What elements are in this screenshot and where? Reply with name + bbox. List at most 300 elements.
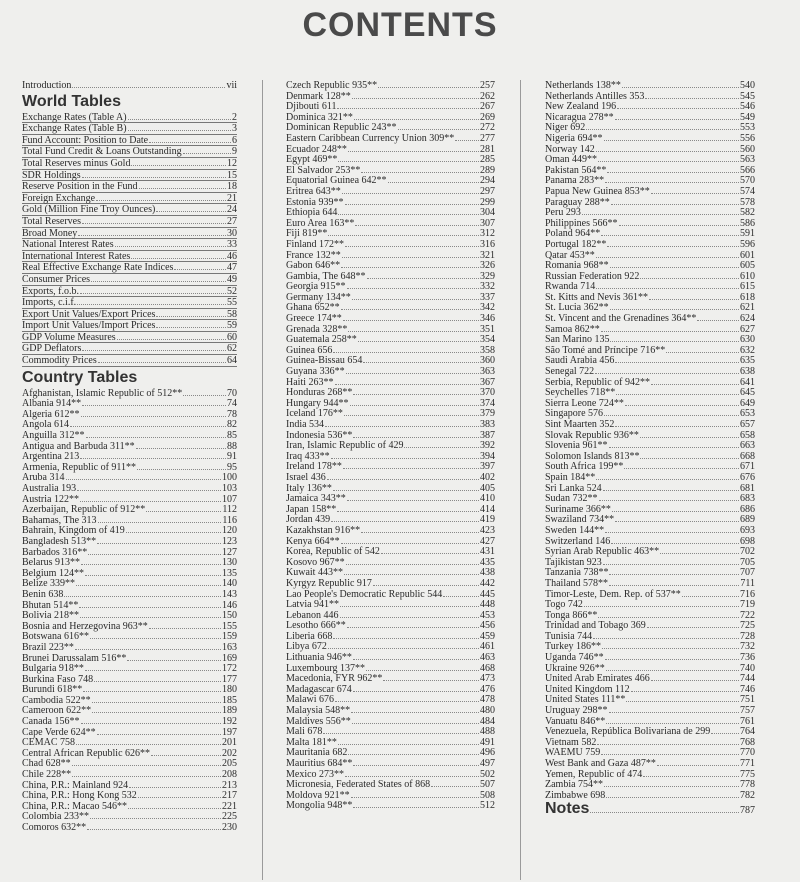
toc-entry[interactable] <box>286 483 495 494</box>
toc-entry[interactable] <box>22 216 237 228</box>
toc-entry[interactable] <box>545 525 755 536</box>
entry-label: Malaysia 548** <box>286 705 351 717</box>
dot-leader <box>331 451 479 459</box>
toc-entry[interactable] <box>286 737 495 748</box>
toc-entry[interactable] <box>22 170 237 182</box>
toc-entry[interactable] <box>22 716 237 727</box>
entry-label: China, P.R.: Macao 546** <box>22 800 127 812</box>
toc-entry[interactable] <box>545 599 755 610</box>
toc-entry[interactable] <box>286 663 495 674</box>
toc-entry[interactable] <box>545 673 755 684</box>
toc-entry[interactable] <box>286 239 495 250</box>
dot-leader <box>325 419 479 427</box>
toc-entry[interactable] <box>545 483 755 494</box>
toc-entry[interactable] <box>286 493 495 504</box>
toc-entry[interactable] <box>545 779 755 790</box>
toc-entry[interactable] <box>286 165 495 176</box>
toc-entry[interactable] <box>545 186 755 197</box>
entry-label: Niger 692 <box>545 122 586 134</box>
toc-entry[interactable] <box>22 525 237 536</box>
entry-label: Total Reserves minus Gold <box>22 157 131 169</box>
toc-entry[interactable] <box>545 345 755 356</box>
toc-entry[interactable] <box>22 769 237 780</box>
toc-entry[interactable] <box>545 705 755 716</box>
entry-label: Oman 449** <box>545 154 597 166</box>
dot-leader <box>404 440 479 448</box>
toc-entry[interactable] <box>545 536 755 547</box>
toc-entry[interactable] <box>286 218 495 229</box>
dot-leader <box>624 461 739 469</box>
toc-entry[interactable] <box>545 716 755 727</box>
entry-page: 277 <box>480 132 495 144</box>
toc-entry[interactable] <box>22 801 237 812</box>
toc-entry[interactable] <box>286 271 495 282</box>
entry-page: 683 <box>740 493 755 505</box>
toc-entry[interactable] <box>286 334 495 345</box>
toc-entry[interactable] <box>545 461 755 472</box>
toc-entry[interactable] <box>22 451 237 462</box>
toc-entry[interactable] <box>22 705 237 716</box>
entry-label: Finland 172** <box>286 238 345 250</box>
dot-leader <box>335 377 480 385</box>
entry-page: 297 <box>480 185 495 197</box>
entry-page: 686 <box>740 503 755 515</box>
toc-entry[interactable] <box>286 536 495 547</box>
entry-page: 478 <box>480 694 495 706</box>
toc-entry[interactable] <box>286 578 495 589</box>
entry-page: 18 <box>227 181 237 193</box>
toc-entry[interactable] <box>545 175 755 186</box>
entry-label: Antigua and Barbuda 311** <box>22 440 135 452</box>
toc-entry[interactable] <box>22 578 237 589</box>
toc-entry[interactable] <box>286 557 495 568</box>
toc-entry[interactable] <box>286 440 495 451</box>
toc-entry[interactable] <box>22 441 237 452</box>
toc-entry[interactable] <box>22 642 237 653</box>
toc-entry[interactable] <box>22 262 237 274</box>
entry-page: 615 <box>740 281 755 293</box>
entry-label: Thailand 578** <box>545 577 609 589</box>
entry-label: Lebanon 446 <box>286 609 339 621</box>
toc-entry[interactable] <box>545 250 755 261</box>
toc-entry[interactable] <box>545 610 755 621</box>
toc-entry[interactable] <box>545 747 755 758</box>
entry-page: 549 <box>740 111 755 123</box>
entry-page: 208 <box>222 769 237 781</box>
toc-entry[interactable] <box>286 122 495 133</box>
dot-leader <box>617 101 739 109</box>
dot-leader <box>640 271 739 279</box>
toc-entry[interactable] <box>286 80 495 91</box>
toc-entry[interactable] <box>22 674 237 685</box>
dot-leader <box>115 239 226 247</box>
toc-entry[interactable] <box>22 653 237 664</box>
column-divider <box>520 80 521 880</box>
toc-entry[interactable] <box>545 504 755 515</box>
toc-entry[interactable] <box>545 91 755 102</box>
toc-entry[interactable] <box>22 430 237 441</box>
toc-entry[interactable] <box>545 694 755 705</box>
entry-page: 392 <box>480 440 495 452</box>
entry-page: 566 <box>740 164 755 176</box>
toc-entry[interactable] <box>22 748 237 759</box>
toc-entry[interactable] <box>286 345 495 356</box>
toc-entry[interactable] <box>545 112 755 123</box>
dot-leader <box>323 726 479 734</box>
toc-entry[interactable] <box>22 332 237 344</box>
entry-label: United Arab Emirates 466 <box>545 673 650 685</box>
toc-entry[interactable] <box>545 546 755 557</box>
toc-entry[interactable] <box>545 122 755 133</box>
toc-entry[interactable] <box>22 780 237 791</box>
entry-label: Belgium 124** <box>22 567 84 579</box>
toc-entry[interactable] <box>286 101 495 112</box>
toc-entry[interactable] <box>286 769 495 780</box>
dot-leader <box>156 204 226 212</box>
toc-entry[interactable] <box>286 292 495 303</box>
entry-page: 116 <box>222 514 237 526</box>
entry-label: Gabon 646** <box>286 260 341 272</box>
dot-leader <box>85 663 221 671</box>
toc-entry[interactable] <box>545 408 755 419</box>
dot-leader <box>341 260 479 268</box>
toc-entry[interactable] <box>286 398 495 409</box>
dot-leader <box>341 302 479 310</box>
toc-entry[interactable] <box>545 281 755 292</box>
entry-page: 480 <box>480 705 495 717</box>
toc-entry[interactable] <box>545 398 755 409</box>
toc-entry[interactable] <box>545 578 755 589</box>
toc-entry[interactable] <box>286 91 495 102</box>
toc-entry[interactable] <box>286 197 495 208</box>
dot-leader <box>337 101 479 109</box>
toc-entry[interactable] <box>286 599 495 610</box>
toc-entry[interactable] <box>286 790 495 801</box>
entry-page: 360 <box>480 355 495 367</box>
entry-label: Import Unit Values/Import Prices <box>22 320 156 332</box>
dot-leader <box>358 334 479 342</box>
toc-entry[interactable] <box>22 695 237 706</box>
toc-entry[interactable] <box>545 302 755 313</box>
toc-entry[interactable] <box>22 204 237 216</box>
toc-entry[interactable] <box>22 228 237 240</box>
toc-entry[interactable] <box>22 557 237 568</box>
entry-page: 540 <box>740 80 755 91</box>
toc-entry[interactable] <box>545 589 755 600</box>
entry-label: SDR Holdings <box>22 169 81 181</box>
toc-entry[interactable] <box>22 811 237 822</box>
toc-entry[interactable] <box>286 387 495 398</box>
entry-label: Fund Account: Position to Date <box>22 134 149 146</box>
toc-entry[interactable] <box>286 514 495 525</box>
toc-entry[interactable] <box>22 135 237 147</box>
toc-entry[interactable] <box>22 663 237 674</box>
entry-page: 657 <box>740 419 755 430</box>
entry-label: Consumer Prices <box>22 273 91 285</box>
toc-entry[interactable] <box>286 631 495 642</box>
entry-label: Peru 293 <box>545 207 581 219</box>
toc-entry[interactable] <box>286 461 495 472</box>
entry-page: 159 <box>222 631 237 643</box>
toc-entry[interactable] <box>286 355 495 366</box>
entry-label: Djibouti 611 <box>286 101 337 113</box>
toc-entry[interactable] <box>22 568 237 579</box>
entry-label: Foreign Exchange <box>22 192 96 204</box>
toc-entry[interactable] <box>545 144 755 155</box>
entry-page: 435 <box>480 556 495 568</box>
toc-entry[interactable] <box>22 483 237 494</box>
toc-entry[interactable] <box>22 494 237 505</box>
toc-entry[interactable] <box>545 260 755 271</box>
entry-label: San Marino 135 <box>545 334 610 346</box>
entry-label: Sweden 144** <box>545 524 605 536</box>
toc-entry[interactable] <box>545 631 755 642</box>
toc-entry[interactable] <box>286 302 495 313</box>
entry-page: 638 <box>740 366 755 378</box>
toc-entry[interactable] <box>286 779 495 790</box>
entry-page: 744 <box>740 673 755 685</box>
toc-entry[interactable] <box>545 440 755 451</box>
toc-entry[interactable] <box>545 641 755 652</box>
dot-leader <box>603 557 739 565</box>
toc-entry[interactable] <box>545 451 755 462</box>
toc-entry[interactable] <box>22 158 237 170</box>
entry-label: Libya 672 <box>286 641 327 653</box>
toc-entry[interactable] <box>22 146 237 158</box>
section-heading-country-tables: Country Tables <box>22 368 138 386</box>
toc-entry[interactable] <box>22 398 237 409</box>
toc-entry[interactable] <box>286 673 495 684</box>
toc-entry[interactable] <box>545 758 755 769</box>
toc-entry[interactable] <box>22 684 237 695</box>
toc-entry[interactable] <box>22 123 237 135</box>
toc-entry[interactable] <box>286 324 495 335</box>
toc-entry[interactable] <box>545 419 755 430</box>
toc-entry[interactable] <box>545 377 755 388</box>
toc-entry[interactable] <box>545 334 755 345</box>
toc-entry[interactable] <box>286 112 495 123</box>
entry-page: 354 <box>480 334 495 346</box>
entry-label: Seychelles 718** <box>545 387 616 399</box>
entry-label: West Bank and Gaza 487** <box>545 758 656 769</box>
toc-entry[interactable] <box>545 218 755 229</box>
toc-entry[interactable] <box>286 186 495 197</box>
dot-leader <box>640 451 739 459</box>
toc-entry[interactable] <box>545 133 755 144</box>
toc-entry[interactable] <box>286 525 495 536</box>
toc-entry[interactable] <box>22 536 237 547</box>
toc-entry[interactable] <box>286 620 495 631</box>
dot-leader <box>605 175 739 183</box>
toc-entry[interactable] <box>22 822 237 833</box>
toc-entry[interactable] <box>545 228 755 239</box>
entry-label: Dominican Republic 243** <box>286 122 397 134</box>
toc-entry[interactable] <box>286 250 495 261</box>
toc-entry[interactable] <box>545 366 755 377</box>
toc-entry[interactable] <box>22 388 237 399</box>
toc-entry[interactable] <box>545 514 755 525</box>
dot-leader <box>610 334 739 342</box>
toc-entry[interactable] <box>286 207 495 218</box>
dot-leader <box>76 578 221 586</box>
entry-page: 202 <box>222 747 237 759</box>
toc-entry[interactable] <box>286 313 495 324</box>
entry-label: International Interest Rates <box>22 250 131 262</box>
entry-page: 221 <box>222 800 237 812</box>
toc-entry[interactable] <box>545 790 755 801</box>
dot-leader <box>605 525 739 533</box>
dot-leader <box>156 309 226 317</box>
toc-entry[interactable] <box>286 144 495 155</box>
toc-entry[interactable] <box>22 274 237 286</box>
toc-entry[interactable] <box>286 747 495 758</box>
dot-leader <box>443 589 479 597</box>
toc-entry[interactable] <box>286 800 495 811</box>
dot-leader <box>604 133 740 141</box>
toc-entry[interactable] <box>545 292 755 303</box>
toc-entry[interactable] <box>286 641 495 652</box>
toc-entry[interactable] <box>22 181 237 193</box>
toc-entry[interactable] <box>22 758 237 769</box>
toc-entry[interactable] <box>286 366 495 377</box>
toc-entry[interactable] <box>545 493 755 504</box>
entry-page: 33 <box>227 239 237 251</box>
toc-entry[interactable] <box>22 504 237 515</box>
toc-entry[interactable] <box>22 193 237 205</box>
toc-entry[interactable] <box>22 727 237 738</box>
toc-entry[interactable] <box>22 286 237 298</box>
toc-entry[interactable] <box>286 228 495 239</box>
toc-entry[interactable] <box>286 758 495 769</box>
toc-entry[interactable] <box>286 175 495 186</box>
toc-entry[interactable] <box>22 409 237 420</box>
entry-page: 387 <box>480 429 495 441</box>
toc-entry[interactable] <box>286 546 495 557</box>
toc-entry[interactable] <box>545 154 755 165</box>
toc-entry[interactable] <box>286 408 495 419</box>
toc-entry[interactable] <box>545 101 755 112</box>
toc-entry[interactable] <box>286 154 495 165</box>
toc-entry[interactable] <box>22 737 237 748</box>
dot-leader <box>366 663 479 671</box>
toc-entry[interactable] <box>286 567 495 578</box>
toc-entry[interactable] <box>22 515 237 526</box>
dot-leader <box>625 398 739 406</box>
dot-leader <box>174 262 226 270</box>
toc-entry[interactable] <box>545 684 755 695</box>
toc-entry[interactable] <box>22 610 237 621</box>
entry-page: 123 <box>222 535 237 547</box>
toc-entry[interactable] <box>22 320 237 332</box>
toc-entry[interactable] <box>545 207 755 218</box>
entry-page: 658 <box>740 429 755 441</box>
toc-entry[interactable] <box>545 652 755 663</box>
toc-entry[interactable] <box>22 112 237 124</box>
dot-leader <box>610 260 739 268</box>
entry-page: 621 <box>740 302 755 314</box>
toc-entry[interactable] <box>286 694 495 705</box>
entry-page: 775 <box>740 768 755 780</box>
toc-entry-introduction[interactable] <box>22 80 237 91</box>
toc-entry[interactable] <box>22 790 237 801</box>
toc-entry[interactable] <box>286 705 495 716</box>
toc-entry[interactable] <box>22 297 237 309</box>
toc-entry[interactable] <box>545 165 755 176</box>
toc-entry[interactable] <box>286 684 495 695</box>
toc-entry[interactable] <box>22 419 237 430</box>
toc-entry[interactable] <box>22 631 237 642</box>
toc-entry[interactable] <box>545 769 755 780</box>
toc-entry[interactable] <box>545 726 755 737</box>
toc-entry[interactable] <box>286 652 495 663</box>
toc-entry[interactable] <box>286 504 495 515</box>
toc-entry[interactable] <box>286 133 495 144</box>
toc-entry[interactable] <box>22 600 237 611</box>
toc-entry[interactable] <box>286 451 495 462</box>
toc-entry[interactable] <box>545 324 755 335</box>
toc-entry[interactable] <box>286 419 495 430</box>
toc-entry[interactable] <box>545 197 755 208</box>
toc-entry[interactable] <box>545 430 755 441</box>
toc-entry[interactable] <box>545 663 755 674</box>
toc-entry[interactable] <box>286 716 495 727</box>
toc-entry[interactable] <box>545 80 755 91</box>
toc-entry[interactable] <box>545 271 755 282</box>
toc-entry[interactable] <box>22 547 237 558</box>
toc-entry[interactable] <box>545 355 755 366</box>
toc-entry-notes[interactable] <box>545 800 755 820</box>
toc-entry[interactable] <box>545 387 755 398</box>
entry-label: Greece 174** <box>286 313 342 325</box>
toc-entry[interactable] <box>545 567 755 578</box>
toc-entry[interactable] <box>286 589 495 600</box>
toc-entry[interactable] <box>22 589 237 600</box>
toc-entry[interactable] <box>545 472 755 483</box>
dot-leader <box>87 822 221 830</box>
toc-entry[interactable] <box>545 620 755 631</box>
entry-page: 150 <box>222 610 237 622</box>
toc-entry[interactable] <box>545 557 755 568</box>
toc-entry[interactable] <box>22 621 237 632</box>
entry-page: 180 <box>222 684 237 696</box>
toc-entry[interactable] <box>286 610 495 621</box>
entry-page: 6 <box>232 134 237 146</box>
toc-entry[interactable] <box>22 309 237 321</box>
toc-entry[interactable] <box>286 281 495 292</box>
toc-entry[interactable] <box>286 430 495 441</box>
entry-page: 427 <box>480 535 495 547</box>
toc-entry[interactable] <box>22 239 237 251</box>
toc-entry[interactable] <box>22 472 237 483</box>
toc-entry[interactable] <box>286 726 495 737</box>
toc-entry[interactable] <box>286 377 495 388</box>
toc-entry[interactable] <box>22 462 237 473</box>
toc-entry[interactable] <box>286 472 495 483</box>
toc-entry[interactable] <box>545 313 755 324</box>
entry-page: 91 <box>227 451 237 463</box>
toc-entry[interactable] <box>545 239 755 250</box>
dot-leader <box>584 599 739 607</box>
toc-entry[interactable] <box>545 737 755 748</box>
entry-label: New Zealand 196 <box>545 101 617 113</box>
dot-leader <box>97 536 221 544</box>
entry-page: 329 <box>480 270 495 282</box>
toc-entry[interactable] <box>22 251 237 263</box>
toc-entry[interactable] <box>286 260 495 271</box>
toc-entry[interactable] <box>22 355 237 367</box>
toc-entry[interactable] <box>22 343 237 355</box>
entry-page: 307 <box>480 217 495 229</box>
